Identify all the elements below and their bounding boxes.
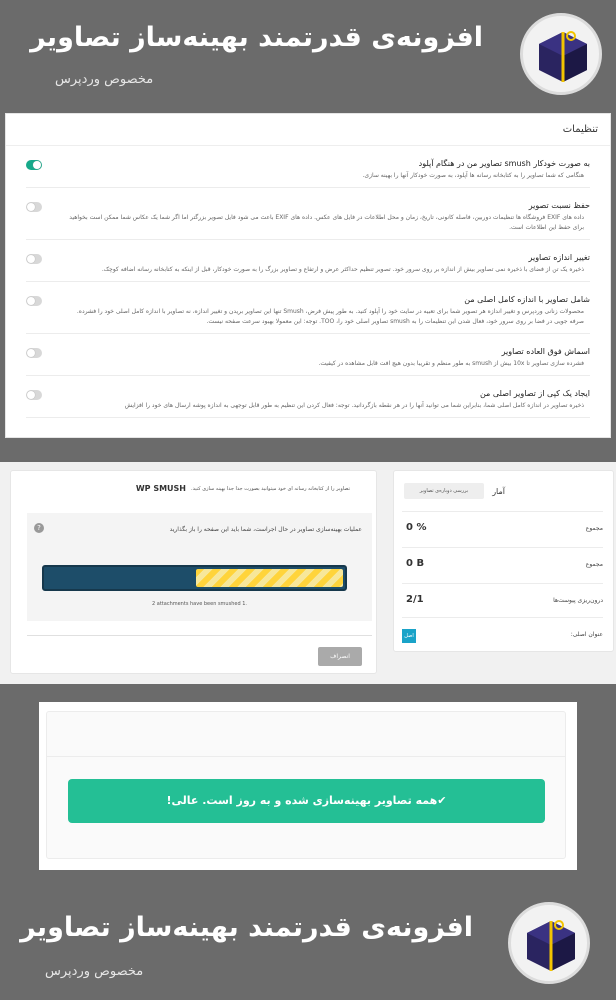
smush-dashboard	[0, 462, 616, 684]
progress-fill	[196, 569, 343, 587]
rescan-button[interactable]: بررسی دوباره‌ی تصاویر	[404, 483, 484, 499]
operation-status: عملیات بهینه‌سازی تصاویر در حال اجراست، شما باید این صفحه را باز بگذارید	[169, 526, 362, 533]
setting-description: فشرده سازی تصاویر تا 10x بیش از smush به طور منظم و تقریبا بدون هیچ افت قابل مشاهده در کیفیت.	[318, 360, 584, 367]
success-section	[39, 702, 577, 870]
setting-label: تغییر اندازه تصاویر	[528, 253, 590, 262]
setting-label: شامل تصاویر با اندازه کامل اصلی من	[464, 295, 590, 304]
toggle-switch[interactable]	[26, 254, 42, 264]
banner-title: افزونه‌ی قدرتمند بهینه‌ساز تصاویر	[30, 22, 483, 53]
stat-key: مجموع	[585, 525, 603, 532]
setting-description: ذخیره یک تن از فضای با ذخیره نمی تصاویر بیش از اندازه بر روی سرور خود. تصویر تنظیم حداکثر عرض و ارتفاع و تصاویر بزرگ را به صورت خودکار، قبل از اینکه به کتابخانه رسانه اضافه کوچک.	[101, 266, 584, 273]
help-icon[interactable]: ?	[34, 523, 44, 533]
banner-subtitle: مخصوص وردپرس	[45, 964, 144, 979]
setting-label: حفظ نسبت تصویر	[528, 201, 590, 210]
settings-panel	[5, 113, 611, 438]
setting-description: هنگامی که شما تصاویر را به کتابخانه رسانه ها آپلود، به صورت خودکار آنها را بهینه سازی.	[362, 172, 584, 179]
stat-row	[402, 617, 603, 653]
stat-key: مجموع	[585, 561, 603, 568]
setting-label: اسماش فوق العاده تصاویر	[501, 347, 590, 356]
setting-row	[26, 334, 590, 376]
plugin-logo	[520, 13, 602, 95]
cancel-button[interactable]: انصراف	[318, 647, 362, 666]
divider	[47, 756, 565, 757]
progress-bar	[42, 565, 347, 591]
setting-label: به صورت خودکار smush تصاویر من در هنگام آپلود	[418, 159, 590, 168]
stat-row	[402, 583, 603, 619]
smush-title: WP SMUSH	[135, 484, 186, 493]
setting-row	[26, 240, 590, 282]
setting-row	[26, 282, 590, 334]
setting-row	[26, 188, 590, 240]
progress-caption: 2 attachments have been smushed 1.	[152, 601, 247, 607]
stat-row	[402, 511, 603, 547]
success-message: ✔همه تصاویر بهینه‌سازی شده و به روز است. عالی!	[68, 779, 545, 823]
progress-panel	[27, 513, 372, 621]
setting-description: محصولات زنانی وردپرس و تغییر اندازه هر تصویر شما برای تعبیه در سایت خود را آپلود کنید. به طور پیش فرض، Smush تنها این تصاویر بریدن و تغییر اندازه، نه تصاویر با اندازه کامل اصلی خود را فشرده. صرفه جویی در فضا بر روی سرور خود، فعال شدن این تنظیمات را به smush تصاویر اصلی خود را، TOO. توجه: این معمولا بهبود سرعت صفحه نیست.	[76, 308, 584, 325]
toggle-switch[interactable]	[26, 160, 42, 170]
stat-value: 0 B	[406, 558, 425, 569]
stat-value: 0 %	[406, 522, 427, 533]
setting-description: ذخیره تصاویر در اندازه کامل اصلی شما، بنابراین شما می توانید آنها را در هر نقطه بازگردانید. توجه: فعال کردن این تنظیم به طور قابل توجهی به اندازه پوشه ارسال های خود را افزایش	[124, 402, 584, 409]
setting-description: داده های EXIF فروشگاه ها تنظیمات دوربین، فاصله کانونی، تاریخ، زمان و محل اطلاعات در فایل های عکس. داده های EXIF باعث می شود فایل تصویر بزرگتر اما اگر شما یک عکاس شما ممکن است بخواهید برای حفظ این اطلاعات است.	[69, 214, 584, 231]
divider	[27, 635, 372, 636]
stats-card	[393, 470, 614, 652]
setting-row	[26, 376, 590, 418]
toggle-switch[interactable]	[26, 390, 42, 400]
toggle-switch[interactable]	[26, 202, 42, 212]
settings-title: تنظیمات	[6, 114, 610, 146]
banner-title: افزونه‌ی قدرتمند بهینه‌ساز تصاویر	[20, 912, 473, 943]
cube-icon	[533, 26, 593, 86]
top-banner	[0, 0, 616, 111]
setting-label: ایجاد یک کپی از تصاویر اصلی من	[479, 389, 590, 398]
stats-title: آمار	[492, 487, 505, 496]
plugin-logo	[508, 902, 590, 984]
stat-key: درون‌ریزی پیوست‌ها	[553, 597, 603, 604]
smush-note: تصاویر را از کتابخانه رسانه ای خود میتوانید بصورت جدا جدا بهینه سازی کنید.	[191, 486, 350, 492]
success-card	[46, 711, 566, 859]
bottom-banner	[0, 890, 616, 1000]
toggle-switch[interactable]	[26, 348, 42, 358]
setting-row	[26, 146, 590, 188]
stat-key: عنوان اصلی:	[570, 631, 603, 638]
original-badge[interactable]: اصل	[402, 629, 416, 643]
toggle-switch[interactable]	[26, 296, 42, 306]
cube-icon	[521, 915, 581, 975]
banner-subtitle: مخصوص وردپرس	[55, 72, 154, 87]
wp-smush-card	[10, 470, 377, 674]
stat-row	[402, 547, 603, 583]
stat-value: 2/1	[406, 594, 424, 605]
